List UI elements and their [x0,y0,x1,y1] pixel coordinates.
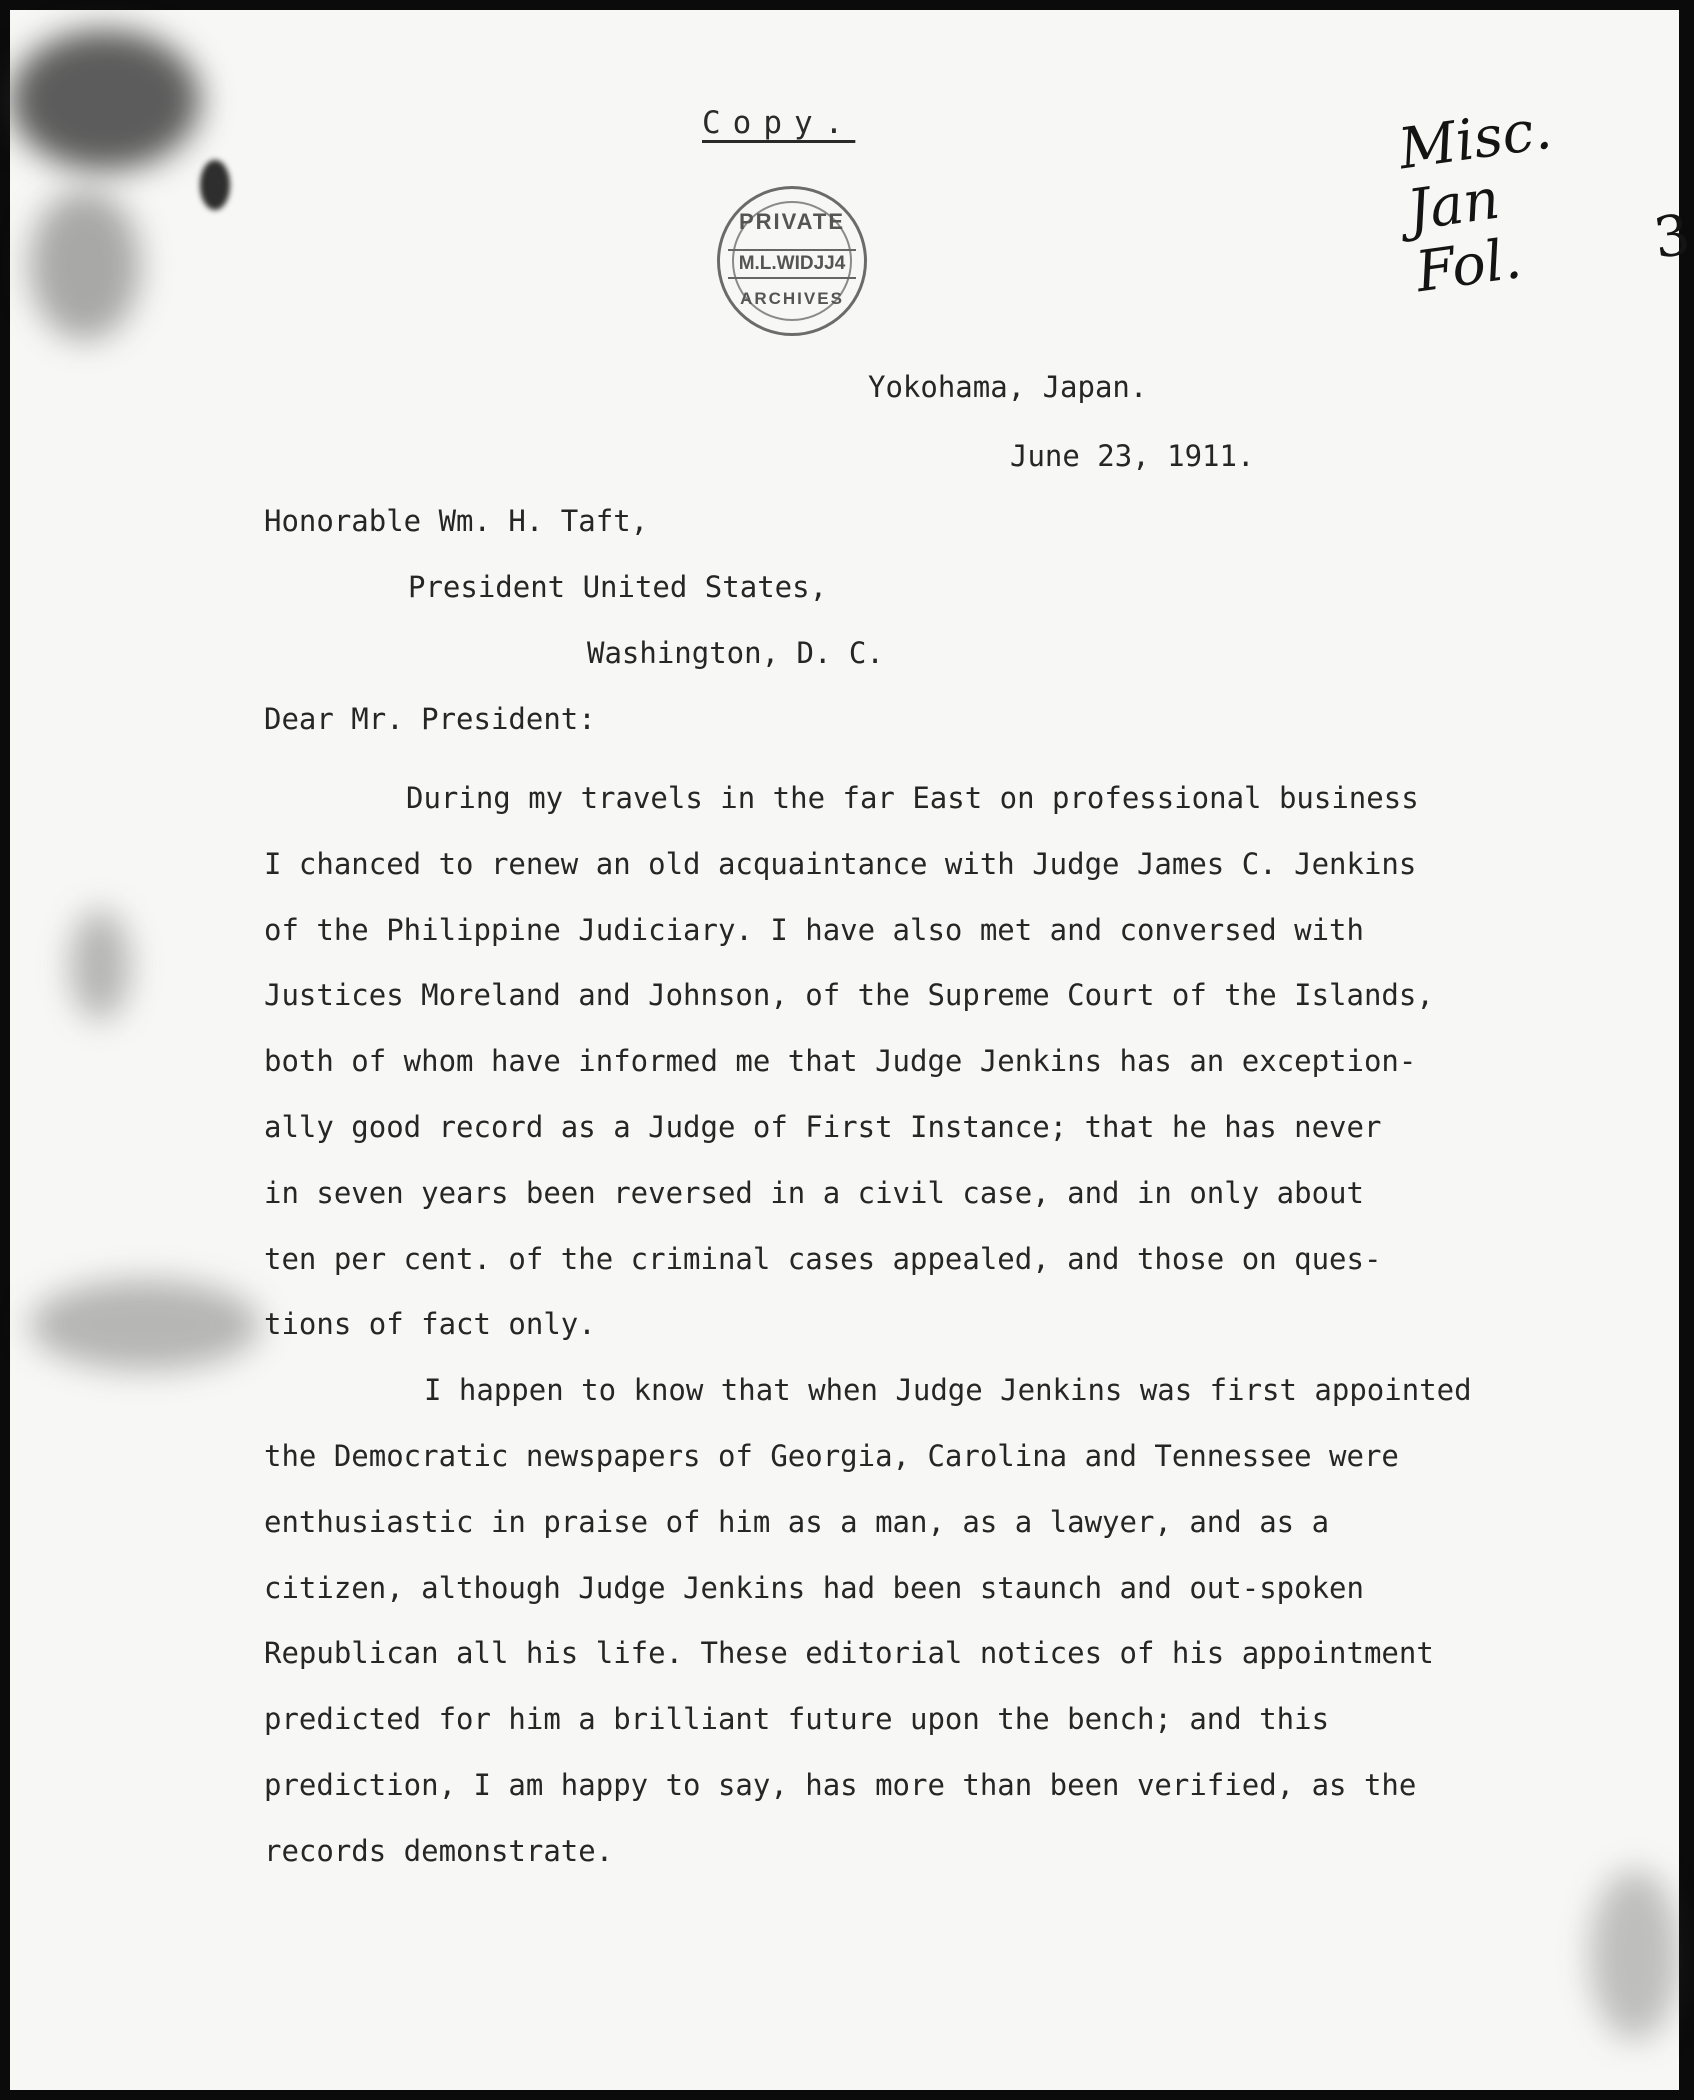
place-line: Yokohama, Japan. [868,370,1148,404]
salutation: Dear Mr. President: [264,702,596,736]
body-line: tions of fact only. [264,1307,596,1342]
handwritten-fol: Fol. [1411,226,1526,306]
stamp-bottom-text: ARCHIVES [740,289,844,308]
body-line: both of whom have informed me that Judge Jenkins has an exception- [264,1044,1417,1079]
body-line: the Democratic newspapers of Georgia, Carolina and Tennessee were [264,1438,1399,1473]
body-line: ten per cent. of the criminal cases appealed, and those on ques- [264,1241,1382,1276]
body-line: enthusiastic in praise of him as a man, as a lawyer, and as a [264,1504,1330,1539]
recipient-city: Washington, D. C. [587,636,884,670]
body-line: in seven years been reversed in a civil case, and in only about [264,1175,1364,1210]
body-line: citizen, although Judge Jenkins had been staunch and out-spoken [264,1570,1364,1605]
stamp-middle-text: M.L.WIDJJ4 [728,249,856,279]
private-archives-stamp [717,186,867,336]
body-line: records demonstrate. [264,1833,614,1868]
body-line: prediction, I am happy to say, has more than been verified, as the [264,1767,1417,1802]
document-title: Copy. [702,105,856,141]
body-line: I happen to know that when Judge Jenkins was first appointed [424,1373,1472,1408]
ink-smudge [30,190,140,340]
handwritten-annotation [1394,82,1694,306]
body-line: Republican all his life. These editorial notices of his appointment [264,1636,1434,1671]
handwritten-line: Misc. [1394,96,1556,183]
recipient-name: Honorable Wm. H. Taft, [264,504,649,538]
body-line: of the Philippine Judiciary. I have also met and conversed with [264,912,1364,947]
letter-body [264,766,1472,1885]
body-line: ally good record as a Judge of First Instance; that he has never [264,1109,1382,1144]
body-line: Justices Moreland and Johnson, of the Supreme Court of the Islands, [264,978,1434,1013]
ink-smudge [1590,1870,1680,2040]
ink-smudge [30,1280,260,1370]
recipient-title: President United States, [408,570,828,604]
date-line: June 23, 1911. [1010,439,1255,473]
ink-smudge [200,160,230,210]
folio-number: 3 [1649,202,1694,272]
stamp-top-text: PRIVATE [738,209,846,234]
handwritten-line: Jan [1403,166,1504,244]
letter-page [10,10,1694,2090]
body-line: During my travels in the far East on professional business [406,781,1419,815]
ink-smudge [10,30,200,170]
body-line: predicted for him a brilliant future upon the bench; and this [264,1702,1330,1737]
body-line: I chanced to renew an old acquaintance with Judge James C. Jenkins [264,846,1417,881]
ink-smudge [70,910,130,1020]
